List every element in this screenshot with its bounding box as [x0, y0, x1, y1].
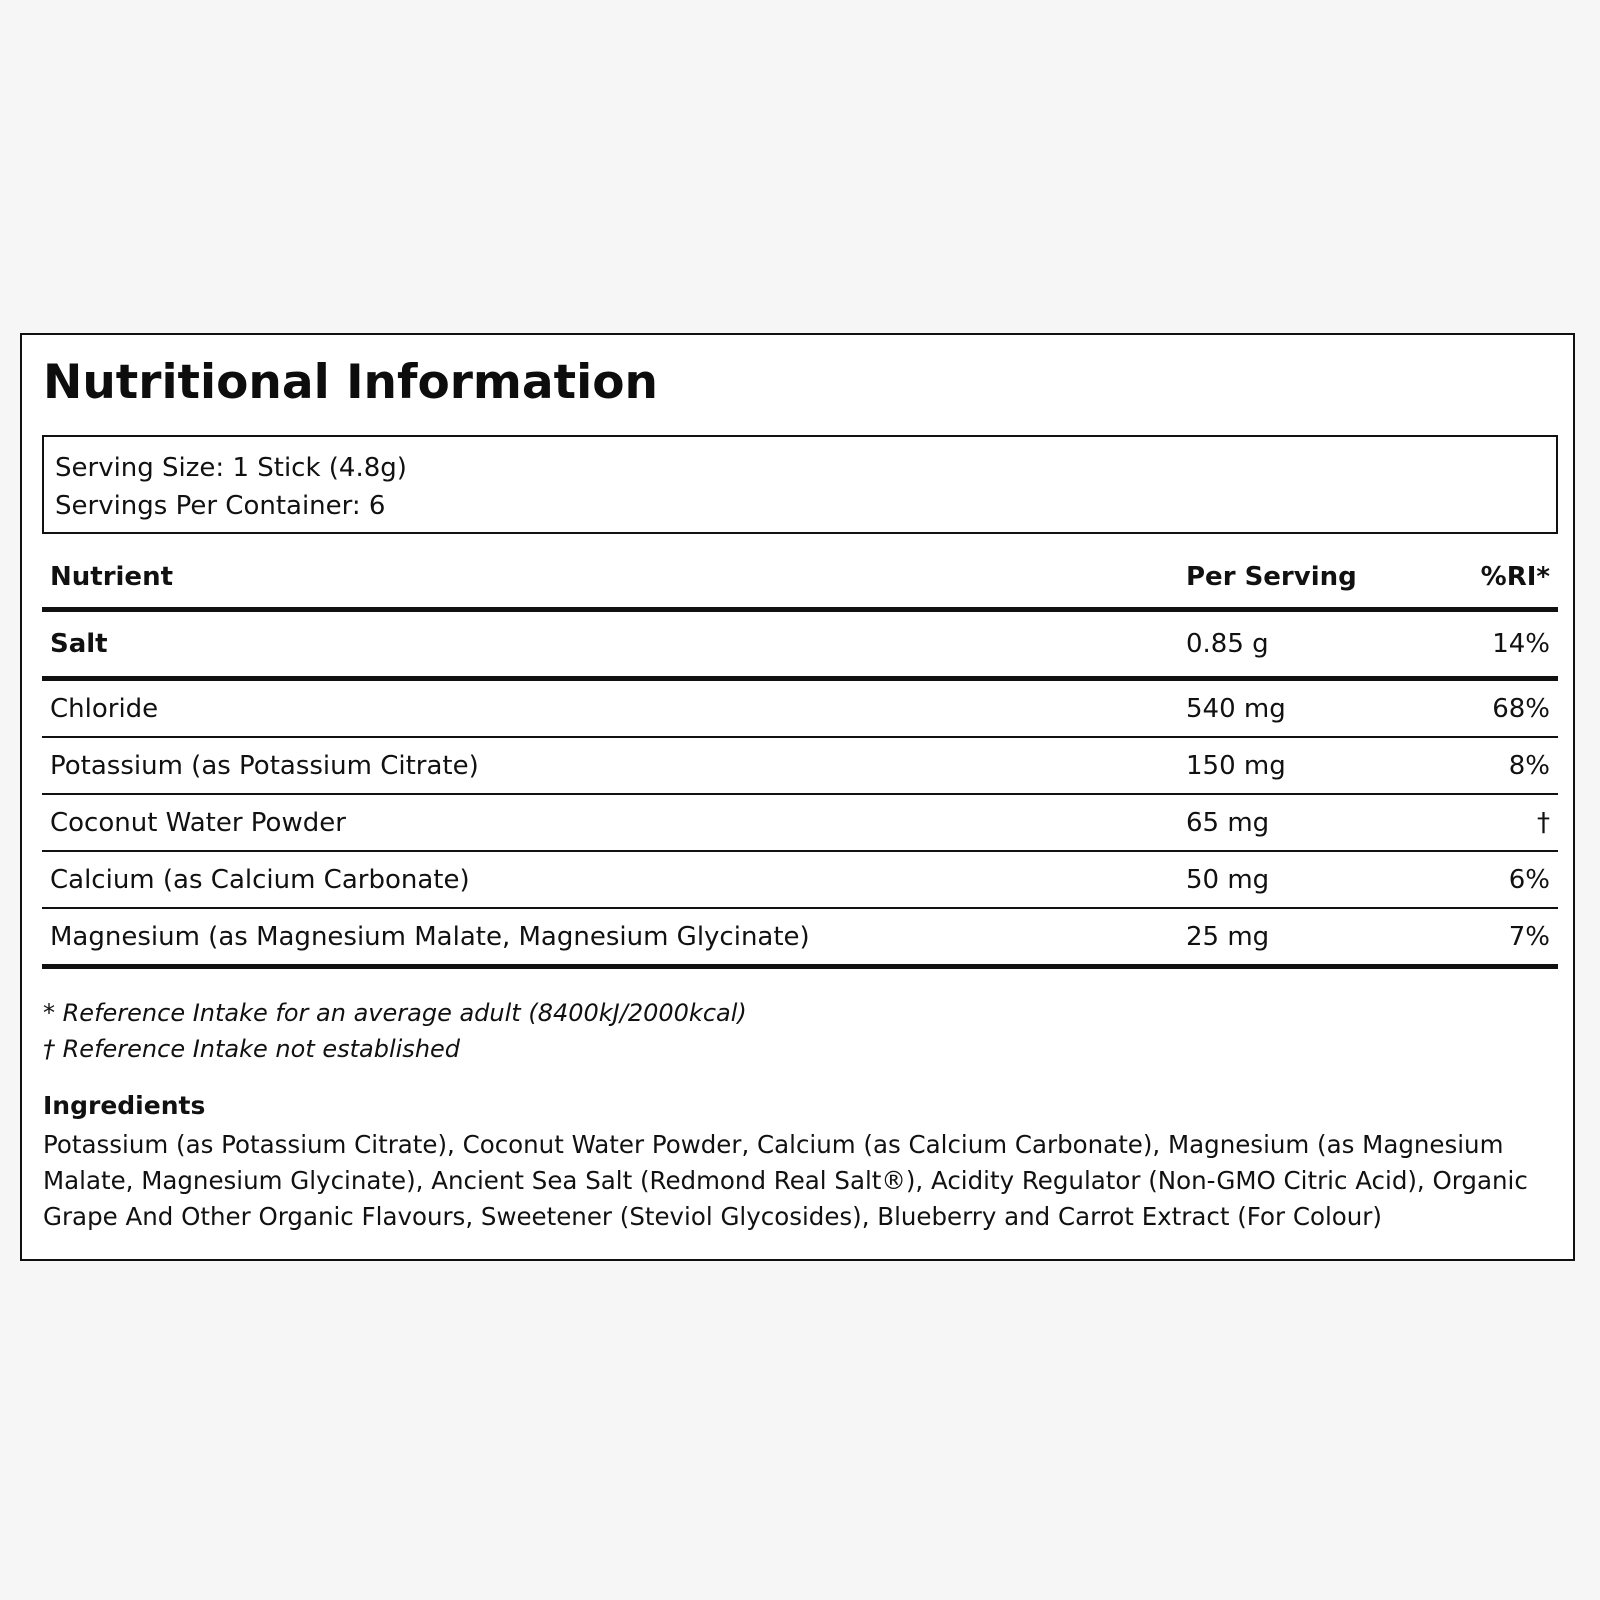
nutrient-name: Magnesium (as Magnesium Malate, Magnesium Glycinate) — [42, 908, 1178, 967]
ingredients-heading: Ingredients — [43, 1091, 206, 1120]
header-nutrient: Nutrient — [42, 547, 1178, 610]
footnote-reference-intake: * Reference Intake for an average adult (8400kJ/2000kcal) — [43, 999, 747, 1027]
table-row — [42, 908, 1558, 967]
header-ri: %RI* — [1454, 547, 1558, 610]
nutrient-name: Coconut Water Powder — [42, 794, 1178, 851]
nutrient-amount: 540 mg — [1178, 679, 1454, 738]
header-per-serving: Per Serving — [1178, 547, 1454, 610]
nutrient-name: Salt — [42, 610, 1178, 679]
nutrition-table — [42, 547, 1558, 969]
nutrient-ri: 7% — [1454, 908, 1558, 967]
footnotes — [43, 995, 747, 1067]
table-row — [42, 679, 1558, 738]
nutrient-name: Calcium (as Calcium Carbonate) — [42, 851, 1178, 908]
nutrient-ri: 68% — [1454, 679, 1558, 738]
nutrient-amount: 150 mg — [1178, 737, 1454, 794]
nutrient-amount: 0.85 g — [1178, 610, 1454, 679]
nutrient-ri: † — [1454, 794, 1558, 851]
table-header-row — [42, 547, 1558, 610]
table-row — [42, 610, 1558, 679]
serving-size: Serving Size: 1 Stick (4.8g) — [55, 453, 407, 483]
nutrient-amount: 65 mg — [1178, 794, 1454, 851]
serving-info-box — [42, 435, 1558, 534]
table-row — [42, 737, 1558, 794]
nutrient-amount: 25 mg — [1178, 908, 1454, 967]
nutrition-panel — [20, 333, 1575, 1261]
ingredients-text: Potassium (as Potassium Citrate), Coconut Water Powder, Calcium (as Calcium Carbonate), Magnesium (as Magnesium Malate, Magnesium Glycinate), Ancient Sea Salt (Redmond Real Salt®), Acidity Regulator (Non-GMO Citric Acid), Organic Grape And Other Organic Flavours, Sweetener (Steviol Glycosides), Blueberry and Carrot Extract (For Colour) — [43, 1130, 1528, 1231]
nutrient-name: Potassium (as Potassium Citrate) — [42, 737, 1178, 794]
table-row — [42, 794, 1558, 851]
panel-title: Nutritional Information — [43, 355, 658, 410]
footnote-not-established: † Reference Intake not established — [43, 1035, 461, 1063]
nutrient-amount: 50 mg — [1178, 851, 1454, 908]
nutrient-ri: 6% — [1454, 851, 1558, 908]
table-row — [42, 851, 1558, 908]
nutrient-ri: 8% — [1454, 737, 1558, 794]
servings-per-container: Servings Per Container: 6 — [55, 491, 386, 521]
nutrient-name: Chloride — [42, 679, 1178, 738]
nutrient-ri: 14% — [1454, 610, 1558, 679]
